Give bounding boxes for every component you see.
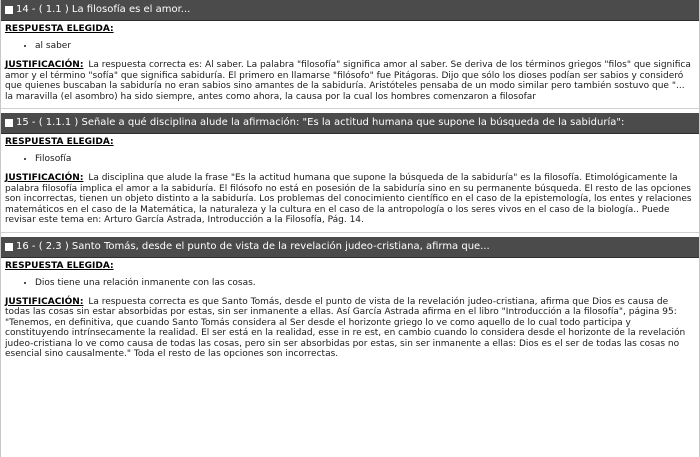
- square-bullet-icon: [5, 6, 13, 14]
- justification-label: JUSTIFICACIÓN:: [5, 296, 84, 307]
- answer-list: [5, 41, 695, 52]
- question-body: [1, 258, 699, 360]
- square-bullet-icon: [5, 243, 13, 251]
- justification-label: JUSTIFICACIÓN:: [5, 60, 84, 70]
- chosen-answer: • al saber: [35, 41, 695, 52]
- question-title: 16 - ( 2.3 ) Santo Tomás, desde el punto de vista de la revelación judeo-cristiana, afirma que...: [16, 240, 490, 252]
- justification-text: La respuesta correcta es: Al saber. La palabra "filosofía" significa amor al saber. Se deriva de los términos griegos "filos" que significa amor y el término "sofía" que significa sabiduría. El primero en llamarse "filósofo" fue Pitágoras. Dijo que sólo los dioses podían ser sabios y consideró que quienes buscaban la sabiduría no eran sabios sino amantes de la sabiduría. Aristóteles pensaba de un modo similar pero también sostuvo que "... la maravilla (el asombro) ha sido siempre, antes como ahora, la causa por la cual los hombres comenzaron a filosofar: [5, 60, 691, 102]
- answer-label: RESPUESTA ELEGIDA:: [5, 260, 114, 271]
- divider: [1, 102, 699, 109]
- answer-label: RESPUESTA ELEGIDA:: [5, 24, 114, 34]
- chosen-answer: • Dios tiene una relación inmanente con las cosas.: [35, 278, 695, 289]
- question-body: [1, 21, 699, 102]
- chosen-answer: • Filosofía: [35, 154, 695, 165]
- justification-text: La disciplina que alude la frase "Es la actitud humana que supone la búsqueda de la sabiduría" es la filosofía. Etimológicamente la palabra filosofía implica el amor a la sabiduría. El filósofo no está en posesión de la sabiduría sino en su permanente búsqueda. El resto de las opciones son incorrectas, tienen un objeto distinto a la sabiduría. Los problemas del conocimiento científico en el caso de la epistemología, los entes y relaciones matemáticos en el caso de la Matemática, la naturaleza y la cultura en el caso de la antropología o los seres vivos en el caso de la biología.. Puede revisar este tema en: Arturo García Astrada, Introducción a la Filosofía, Pág. 14.: [5, 173, 692, 225]
- square-bullet-icon: [5, 119, 13, 127]
- question-title: 15 - ( 1.1.1 ) Señale a qué disciplina alude la afirmación: "Es la actitud humana que supone la búsqueda de la sabiduría":: [16, 117, 625, 128]
- justification: [5, 297, 695, 360]
- justification-label: JUSTIFICACIÓN:: [5, 173, 84, 183]
- divider: [1, 226, 699, 233]
- question-15: [1, 113, 699, 237]
- answer-label: RESPUESTA ELEGIDA:: [5, 137, 114, 147]
- justification: [5, 60, 695, 102]
- justification: [5, 173, 695, 226]
- answer-list: [5, 278, 695, 289]
- question-body: [1, 134, 699, 226]
- question-title: 14 - ( 1.1 ) La filosofía es el amor...: [16, 4, 191, 15]
- question-header[interactable]: [1, 0, 699, 21]
- question-16: [1, 237, 699, 360]
- question-14: [1, 0, 699, 113]
- answer-list: [5, 154, 695, 165]
- justification-text: La respuesta correcta es que Santo Tomás, desde el punto de vista de la revelación judeo-cristiana, afirma que Dios es causa de todas las cosas sin estar absorbidas por estas, sin ser inmanente a ellas. Así García Astrada afirma en el libro "Introducción a la filosofía", página 95: "Tenemos, en definitiva, que cuando Santo Tomás considera al Ser desde el horizonte griego lo ve como aquello de lo cual todo participa y constituyendo intrínsecamente la realidad. El ser está en la realidad, esse in re est, en cambio cuando lo considera desde el horizonte de la revelación judeo-cristiana lo ve como causa de todas las cosas, pero sin ser absorbidas por estas, sin ser inmanente a ellas: Dios es el ser de todas las cosas no esencial sino causalmente." Toda el resto de las opciones son incorrectas.: [5, 296, 686, 359]
- question-header[interactable]: [1, 237, 699, 258]
- question-header[interactable]: [1, 113, 699, 134]
